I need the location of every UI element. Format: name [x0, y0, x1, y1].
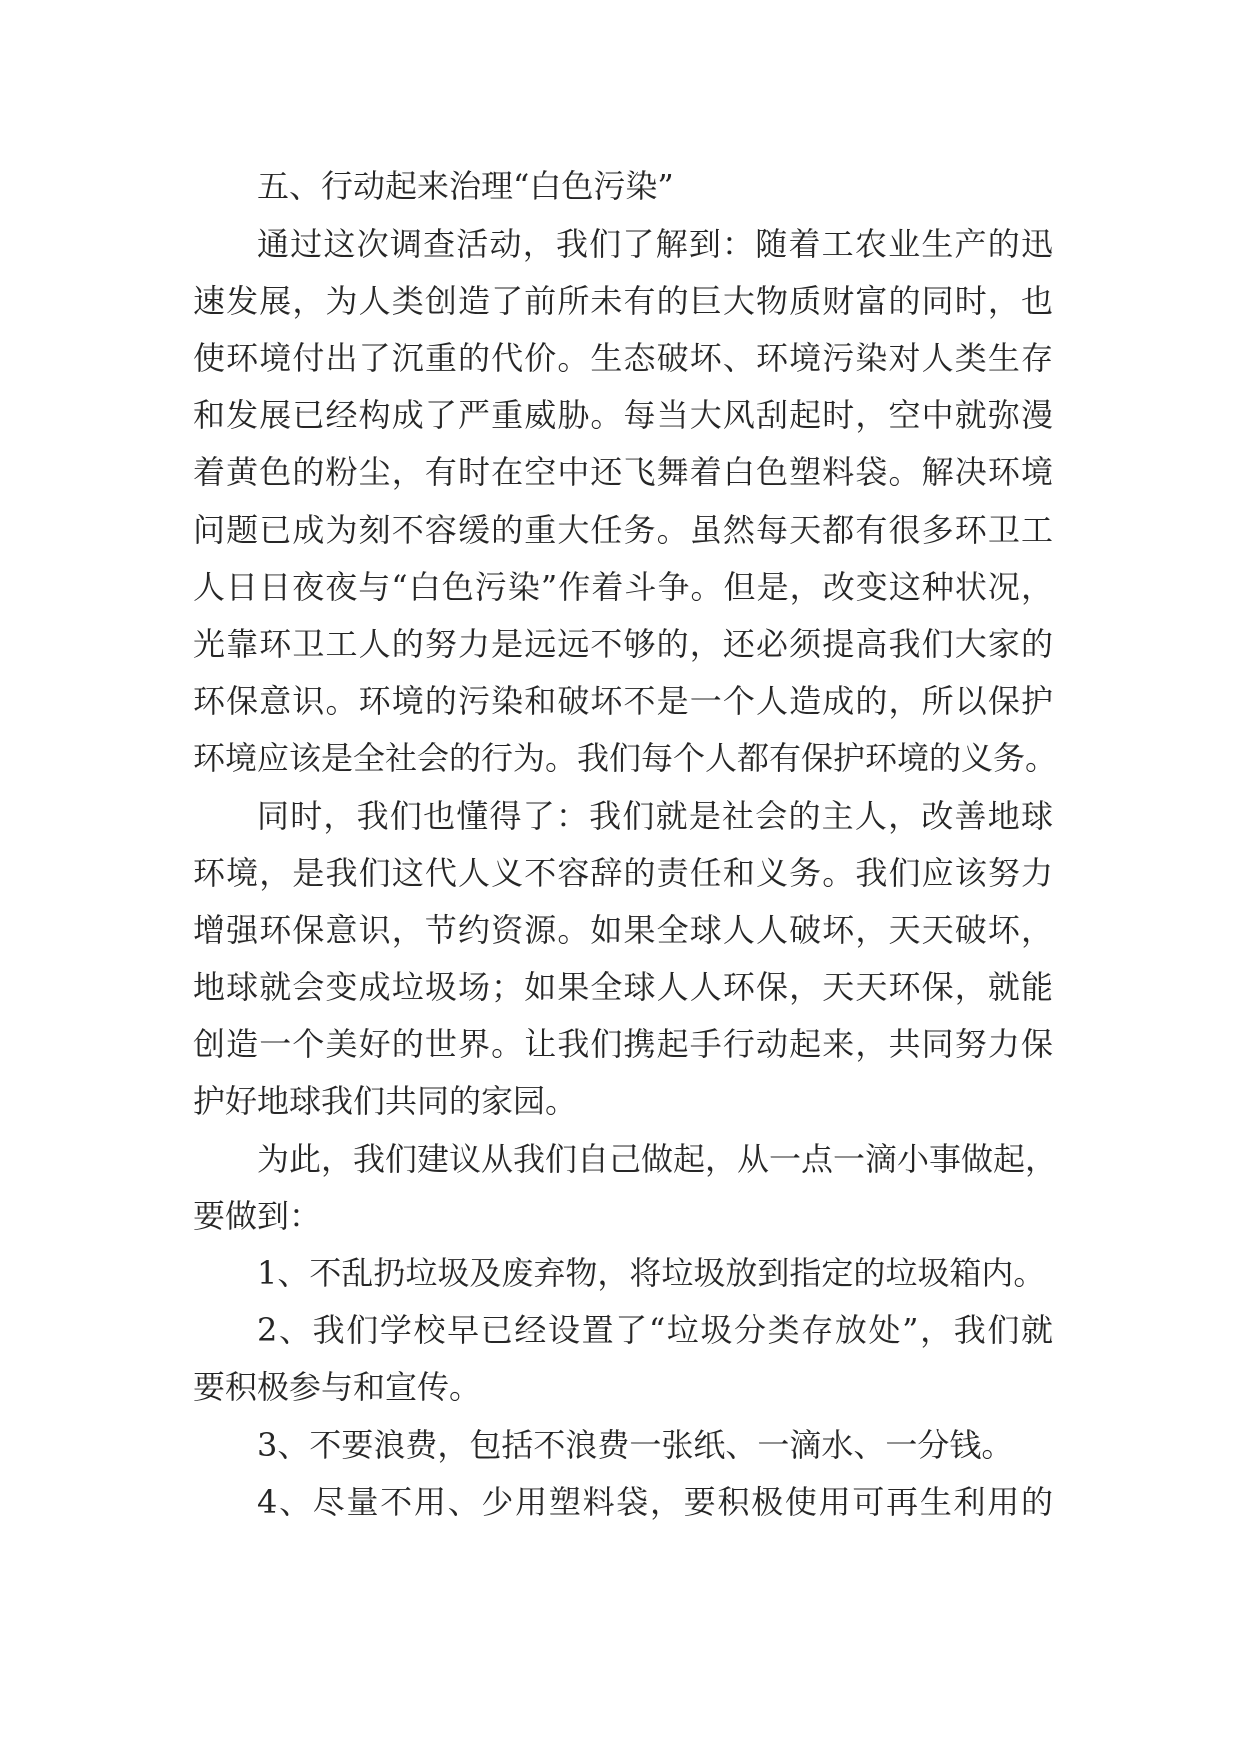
- paragraph-1-line-3: 使环境付出了沉重的代价。生态破坏、环境污染对人类生存: [193, 339, 1053, 377]
- paragraph-1-line-6: 问题已成为刻不容缓的重大任务。虽然每天都有很多环卫工: [193, 511, 1053, 549]
- list-item-2-line-2: 要积极参与和宣传。: [193, 1368, 482, 1406]
- section-heading: 五、行动起来治理“白色污染”: [257, 167, 674, 205]
- paragraph-3-line-1: 为此，我们建议从我们自己做起，从一点一滴小事做起，: [257, 1140, 1058, 1178]
- paragraph-1-line-2: 速发展，为人类创造了前所未有的巨大物质财富的同时，也: [193, 282, 1053, 320]
- list-item-2-line-1: 2、我们学校早已经设置了“垃圾分类存放处”，我们就: [257, 1311, 1053, 1349]
- paragraph-1-line-7: 人日日夜夜与“白色污染”作着斗争。但是，改变这种状况，: [193, 568, 1053, 606]
- list-item-3: 3、不要浪费，包括不浪费一张纸、一滴水、一分钱。: [257, 1426, 1014, 1464]
- paragraph-1-line-1: 通过这次调查活动，我们了解到：随着工农业生产的迅: [257, 225, 1053, 263]
- paragraph-1-line-8: 光靠环卫工人的努力是远远不够的，还必须提高我们大家的: [193, 625, 1053, 663]
- list-item-1: 1、不乱扔垃圾及废弃物，将垃圾放到指定的垃圾箱内。: [257, 1254, 1046, 1292]
- paragraph-2-line-4: 地球就会变成垃圾场；如果全球人人环保，天天环保，就能: [193, 968, 1053, 1006]
- paragraph-1-line-4: 和发展已经构成了严重威胁。每当大风刮起时，空中就弥漫: [193, 396, 1053, 434]
- paragraph-2-line-3: 增强环保意识，节约资源。如果全球人人破坏，天天破坏，: [193, 911, 1053, 949]
- paragraph-1-line-9: 环保意识。环境的污染和破坏不是一个人造成的，所以保护: [193, 682, 1053, 720]
- list-item-4-line-1: 4、尽量不用、少用塑料袋，要积极使用可再生利用的: [257, 1483, 1053, 1521]
- paragraph-3-line-2: 要做到：: [193, 1197, 322, 1235]
- paragraph-1-line-5: 着黄色的粉尘，有时在空中还飞舞着白色塑料袋。解决环境: [193, 453, 1053, 491]
- paragraph-2-line-5: 创造一个美好的世界。让我们携起手行动起来，共同努力保: [193, 1025, 1053, 1063]
- paragraph-2-line-2: 环境，是我们这代人义不容辞的责任和义务。我们应该努力: [193, 854, 1053, 892]
- paragraph-2-line-1: 同时，我们也懂得了：我们就是社会的主人，改善地球: [257, 797, 1053, 835]
- paragraph-2-line-6: 护好地球我们共同的家园。: [193, 1082, 578, 1120]
- paragraph-1-line-10: 环境应该是全社会的行为。我们每个人都有保护环境的义务。: [193, 739, 1058, 777]
